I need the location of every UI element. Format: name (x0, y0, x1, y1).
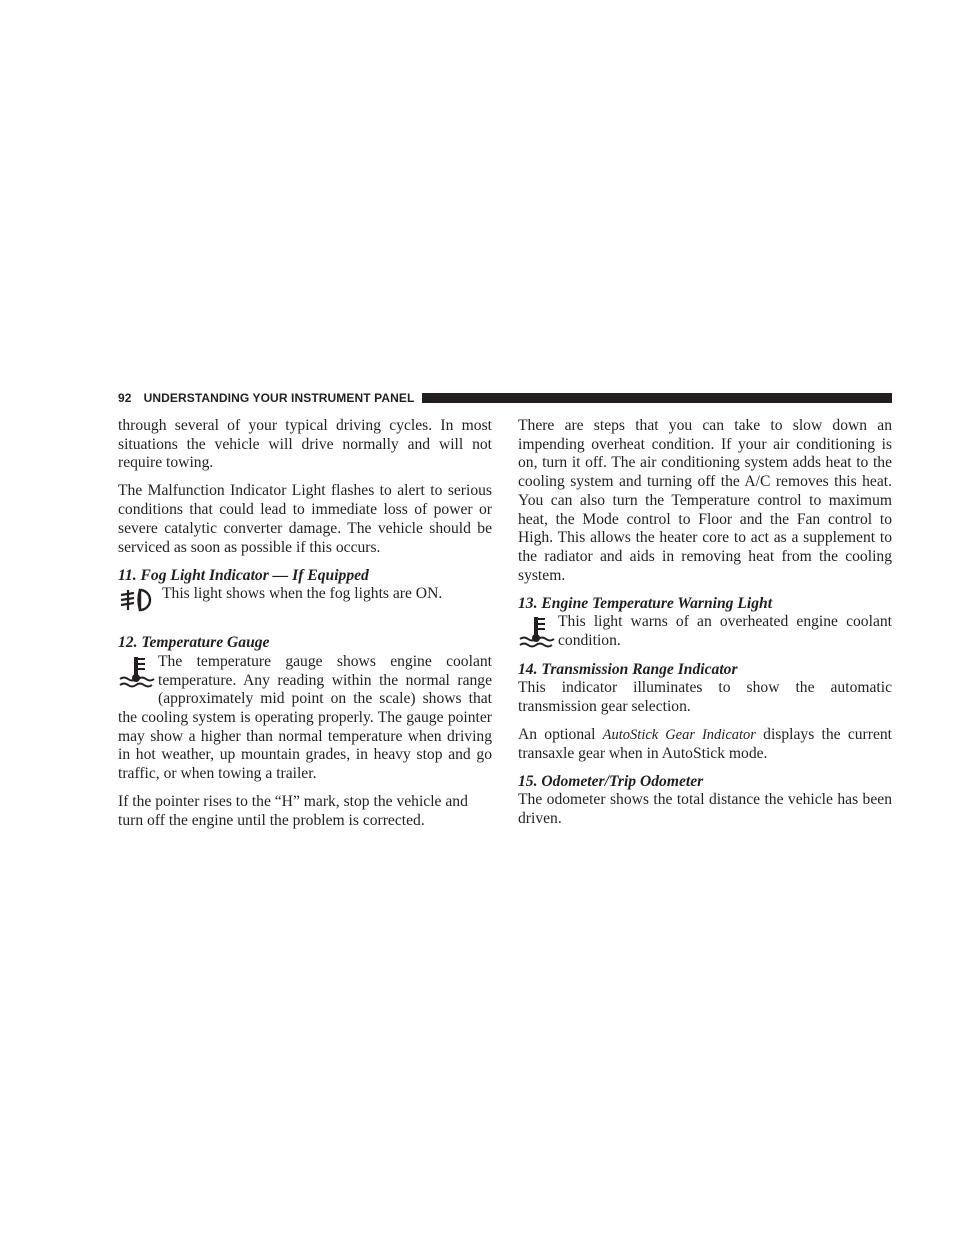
page-number: 92 (118, 391, 132, 405)
autostick-text-post: displays the current transaxle gear when in AutoStick mode. (518, 726, 892, 762)
section-temperature-gauge (118, 653, 492, 784)
section-fog-light (118, 585, 492, 617)
odometer-text: The odometer shows the total distance the vehicle has been driven. (518, 791, 892, 828)
section-title-odometer: 15. Odometer/Trip Odometer (518, 772, 704, 790)
autostick-indicator-name: AutoStick Gear Indicator (602, 727, 756, 744)
temperature-gauge-text: The temperature gauge shows engine coolant temperature. Any reading within the normal range (approximately mid point on the scale) shows that the cooling system is operating properly. The gauge pointer may show a higher than normal temperature when driving in hot weather, up mountain grades, in heavy stop and go traffic, or when towing a trailer. (118, 652, 492, 783)
paragraph-overheat: There are steps that you can take to slow down an impending overheat condition. If your air conditioning is on, turn it off. The air conditioning system adds heat to the cooling system and turning off the A/C removes this heat. You can also turn the Temperature control to maximum heat, the Mode control to Floor and the Fan control to High. This allows the heater core to act as a supplement to the radiator and aids in removing heat from the cooling system. (518, 417, 892, 584)
paragraph-autostick (518, 726, 892, 763)
coolant-temperature-icon (518, 615, 558, 651)
page-header (118, 390, 892, 406)
section-title-fog-light: 11. Fog Light Indicator — If Equipped (118, 566, 369, 584)
section-title-transmission-range: 14. Transmission Range Indicator (518, 660, 738, 678)
paragraph-mil: The Malfunction Indicator Light flashes to alert to serious conditions that could lead to immediate loss of power or severe catalytic converter damage. The vehicle should be serviced as soon as possible if this occurs. (118, 482, 492, 556)
autostick-text-pre: An optional (518, 726, 603, 744)
fog-light-text: This light shows when the fog lights are ON. (162, 585, 443, 603)
section-title-temperature-gauge: 12. Temperature Gauge (118, 634, 270, 652)
engine-temperature-text: This light warns of an overheated engine coolant condition. (558, 613, 892, 650)
header-rule (422, 393, 892, 403)
transmission-range-text: This indicator illuminates to show the automatic transmission gear selection. (518, 679, 892, 716)
left-column (118, 417, 492, 840)
paragraph-towing: through several of your typical driving cycles. In most situations the vehicle will drive normally and will not require towing. (118, 417, 492, 472)
right-column (518, 417, 892, 838)
fog-light-icon (118, 587, 162, 617)
paragraph-h-mark: If the pointer rises to the “H” mark, stop the vehicle and turn off the engine until the problem is corrected. (118, 793, 468, 829)
header-title: UNDERSTANDING YOUR INSTRUMENT PANEL (143, 391, 415, 405)
section-title-engine-temperature: 13. Engine Temperature Warning Light (518, 594, 773, 612)
coolant-temperature-icon (118, 655, 158, 691)
section-engine-temperature (518, 613, 892, 651)
